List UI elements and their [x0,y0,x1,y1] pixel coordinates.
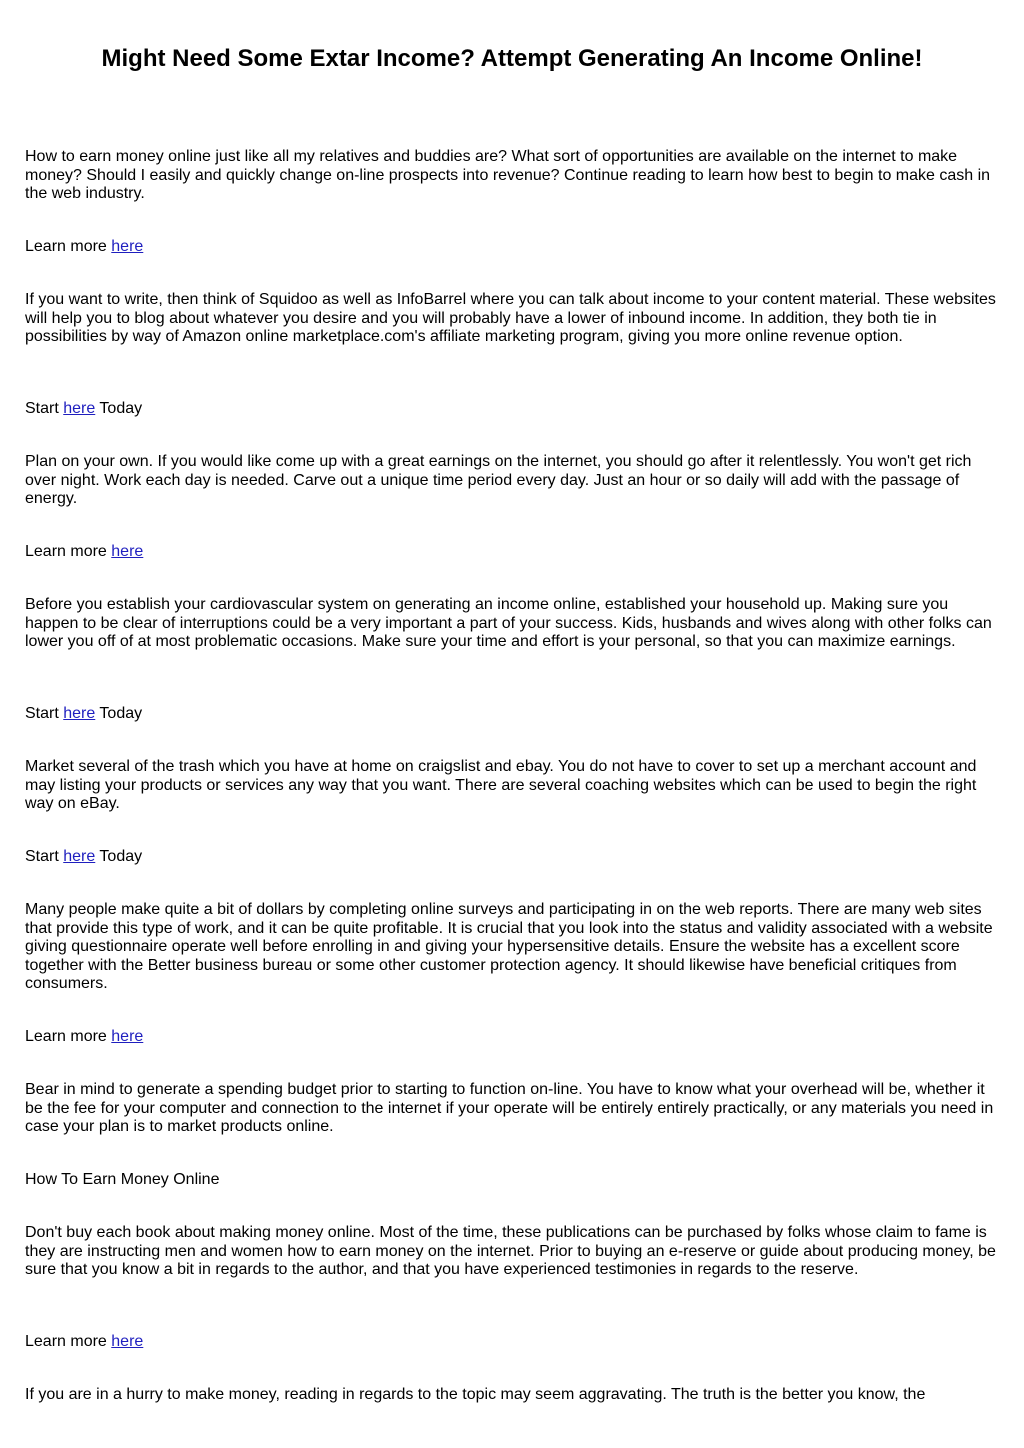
link-prefix: Learn more [25,1333,112,1350]
section-heading-line: How To Earn Money Online [25,1171,220,1188]
learn-more-line [25,1028,1005,1047]
here-link[interactable]: here [63,400,96,417]
link-suffix: Today [95,848,143,865]
paragraph-budget: Bear in mind to generate a spending budget prior to starting to function on-line. You have to know what your overhead will be, whether it be the fee for your computer and connection to the internet if your operate will be entirely entirely practically, or any materials you need in case your plan is to market products online. [25,1081,994,1135]
paragraph-household: Before you establish your cardiovascular system on generating an income online, established your household up. Making sure you happen to be clear of interruptions could be a very important a part of your success. Kids, husbands and wives along with other folks can lower you off of at most problematic occasions. Make sure your time and effort is your personal, so that you can maximize earnings. [25,596,992,650]
link-suffix: Today [95,705,143,722]
learn-more-line [25,238,1005,257]
here-link[interactable]: here [63,848,96,865]
link-prefix: Learn more [25,238,112,255]
start-today-line [25,400,1005,419]
start-today-line [25,848,1005,867]
link-prefix: Start [25,705,64,722]
link-prefix: Learn more [25,543,112,560]
here-link[interactable]: here [111,238,144,255]
paragraph-surveys: Many people make quite a bit of dollars by completing online surveys and participating in on the web reports. There are many web sites that provide this type of work, and it can be quite profitable. It is crucial that you look into the status and validity associated with a website giving questionnaire operate well before enrolling in and giving your hypersensitive details. Ensure the website has a excellent score together with the Better business bureau or some other customer protection agency. It should likewise have beneficial critiques from consumers. [25,901,993,992]
learn-more-line [25,1333,1005,1352]
paragraph-hurry: If you are in a hurry to make money, reading in regards to the topic may seem aggravating. The truth is the better you know, the [25,1386,926,1403]
here-link[interactable]: here [111,543,144,560]
start-today-line [25,705,1005,724]
here-link[interactable]: here [111,1028,144,1045]
link-prefix: Learn more [25,1028,112,1045]
learn-more-line [25,543,1005,562]
here-link[interactable]: here [63,705,96,722]
here-link[interactable]: here [111,1333,144,1350]
paragraph-craigslist: Market several of the trash which you have at home on craigslist and ebay. You do not have to cover to set up a merchant account and may listing your products or services any way that you want. There are several coaching websites which can be used to begin the right way on eBay. [25,758,977,812]
paragraph-squidoo: If you want to write, then think of Squidoo as well as InfoBarrel where you can talk about income to your content material. These websites will help you to blog about whatever you desire and you will probably have a lower of inbound income. In addition, they both tie in possibilities by way of Amazon online marketplace.com's affiliate marketing program, giving you more online revenue option. [25,291,996,345]
paragraph-intro: How to earn money online just like all my relatives and buddies are? What sort of opportunities are available on the internet to make money? Should I easily and quickly change on-line prospects into revenue? Continue reading to learn how best to begin to make cash in the web industry. [25,148,991,202]
page-title: Might Need Some Extar Income? Attempt Generating An Income Online! [101,45,923,72]
paragraph-plan: Plan on your own. If you would like come up with a great earnings on the internet, you should go after it relentlessly. You won't get rich over night. Work each day is needed. Carve out a unique time period every day. Just an hour or so daily will add with the passage of energy. [25,453,972,507]
link-suffix: Today [95,400,143,417]
link-prefix: Start [25,848,64,865]
link-prefix: Start [25,400,64,417]
paragraph-books: Don't buy each book about making money online. Most of the time, these publications can be purchased by folks whose claim to fame is they are instructing men and women how to earn money on the internet. Prior to buying an e-reserve or guide about producing money, be sure that you know a bit in regards to the author, and that you have experienced testimonies in regards to the reserve. [25,1224,996,1278]
